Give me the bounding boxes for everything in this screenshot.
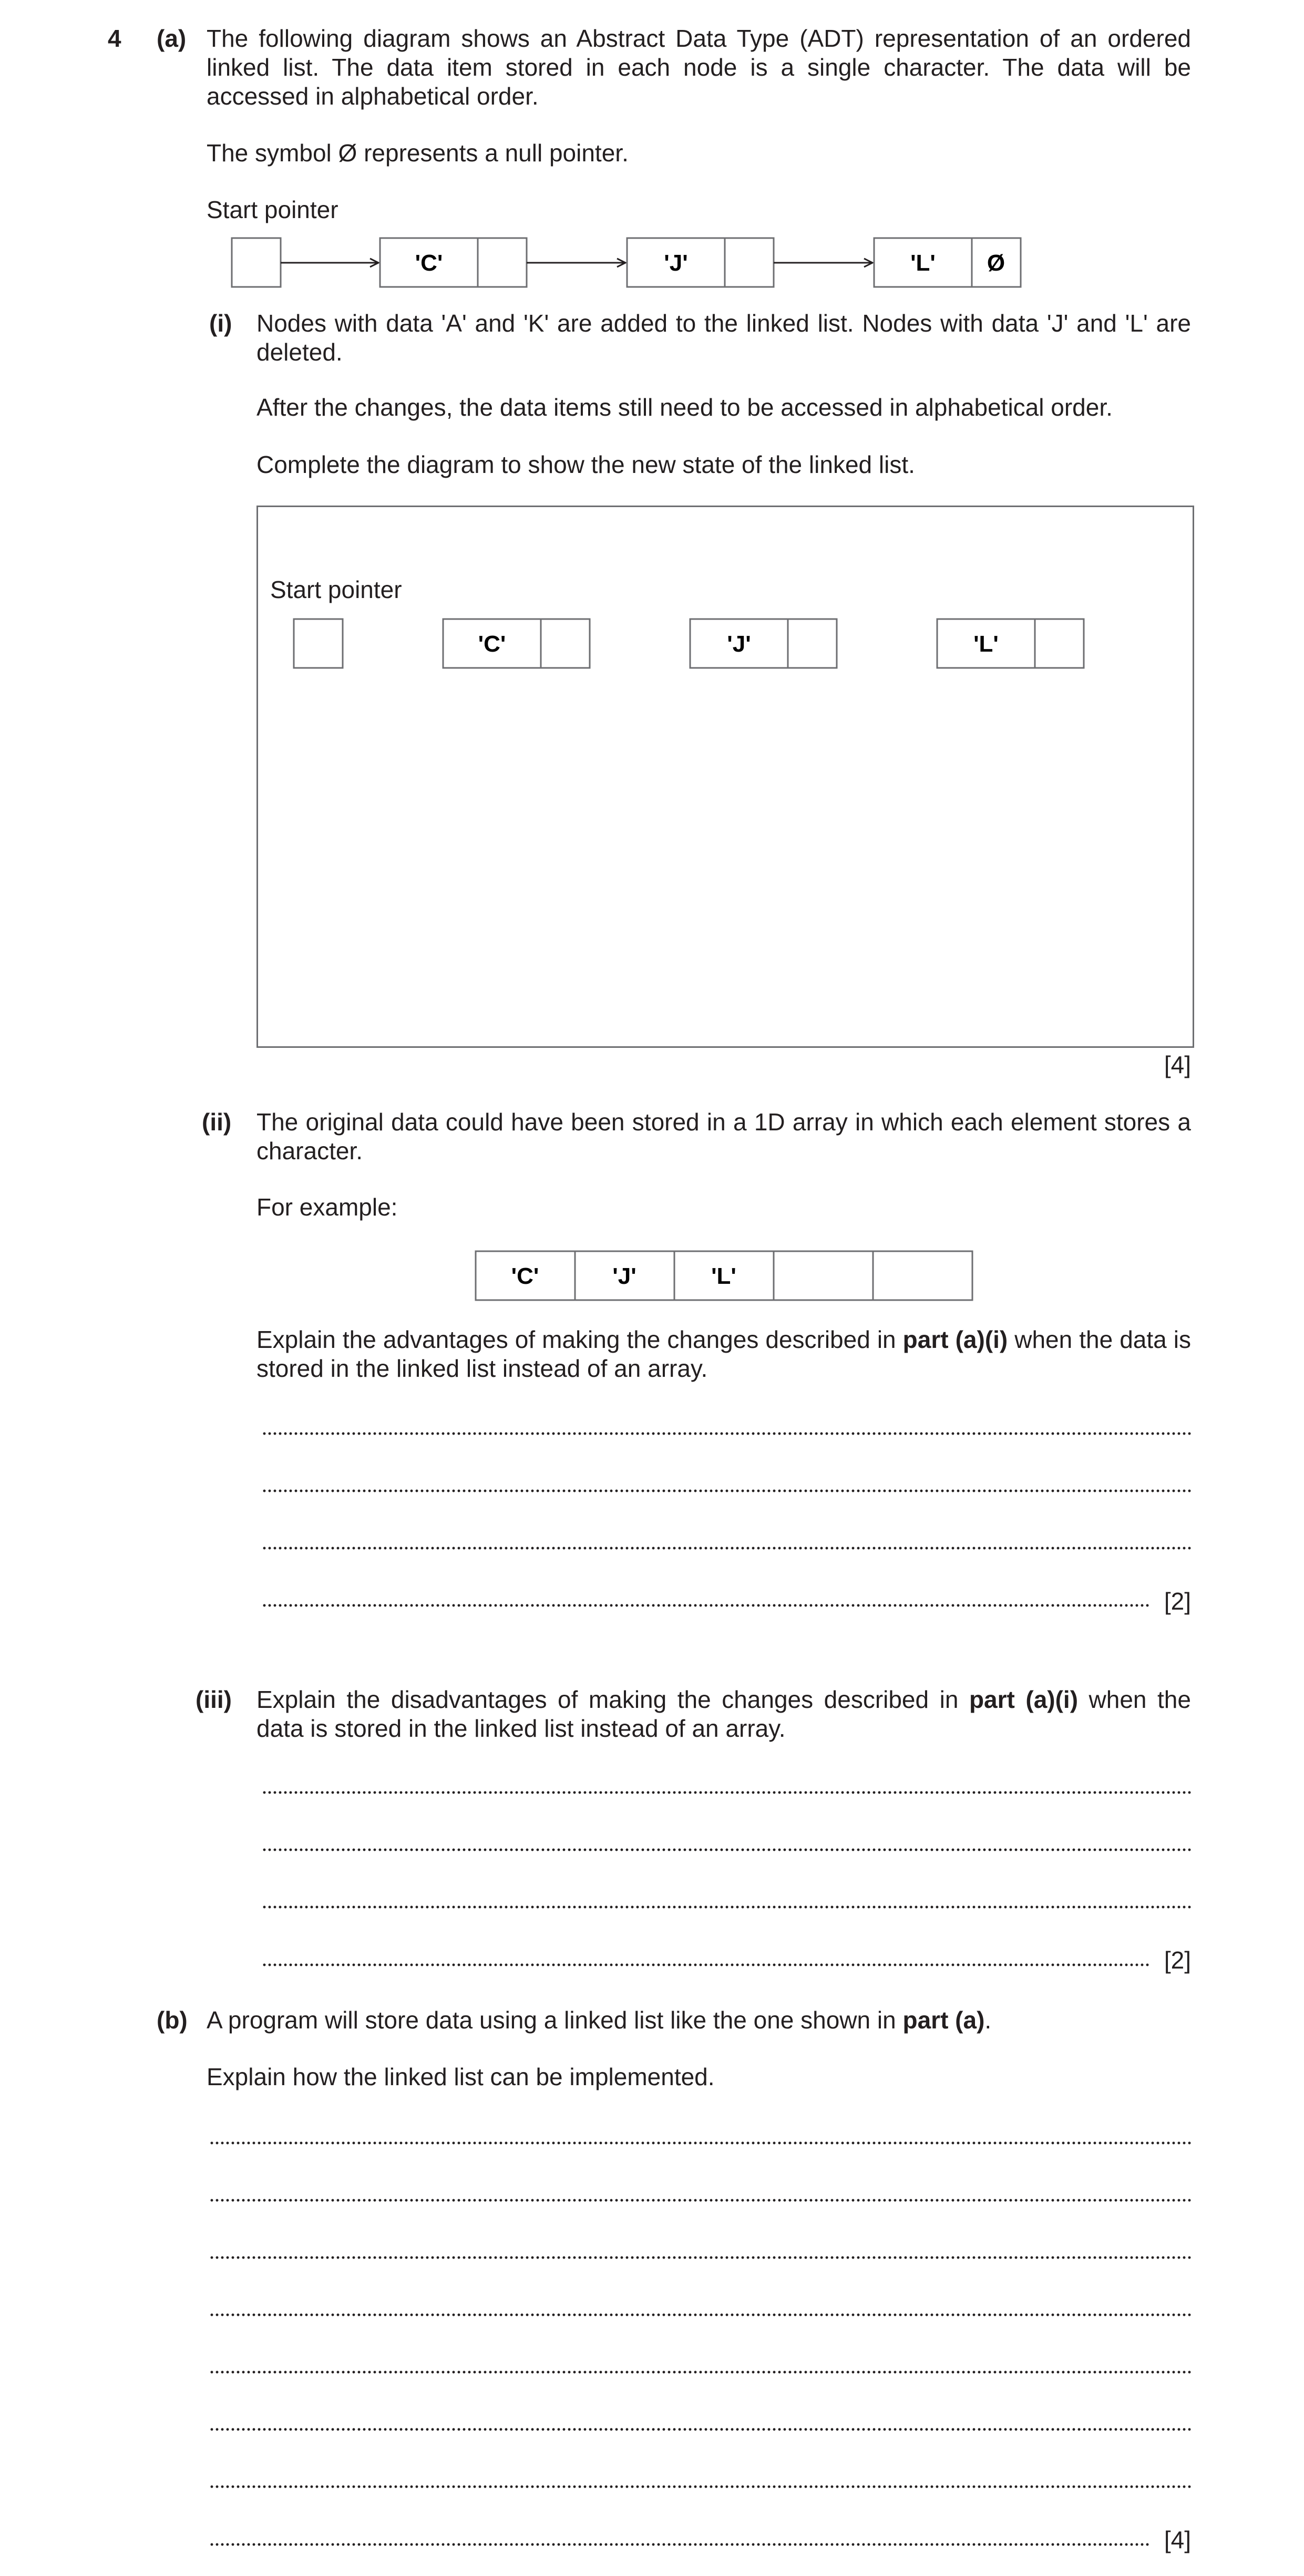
- answer-line[interactable]: [262, 1486, 1191, 1496]
- answer-line[interactable]: [262, 1845, 1191, 1855]
- answer-line[interactable]: [209, 2252, 1191, 2263]
- sub-i-marks: [4]: [1164, 1051, 1191, 1078]
- answer-node-j-value: 'J': [727, 631, 751, 657]
- null-pointer-symbol: Ø: [987, 250, 1005, 276]
- question-number: 4: [108, 25, 121, 52]
- answer-line[interactable]: [209, 2195, 1191, 2206]
- node-j-value: 'J': [664, 250, 688, 276]
- answer-line[interactable]: [209, 2481, 1191, 2492]
- sub-i-label: (i): [209, 310, 232, 337]
- array-cell-value: 'L': [711, 1263, 736, 1289]
- array-cell: [774, 1251, 873, 1300]
- answer-line[interactable]: [209, 2367, 1191, 2377]
- sub-ii-example-label: For example:: [256, 1193, 398, 1221]
- answer-start-label: Start pointer: [270, 576, 402, 603]
- array-cell-value: 'C': [511, 1263, 539, 1289]
- sub-i-text: Nodes with data 'A' and 'K' are added to the linked list. Nodes with data 'J' and 'L' are deleted.: [256, 310, 1191, 366]
- sub-iii-label: (iii): [196, 1686, 232, 1713]
- answer-line[interactable]: [209, 2138, 1191, 2148]
- answer-line[interactable]: [209, 2310, 1191, 2320]
- part-a-label: (a): [157, 25, 187, 52]
- sub-ii-text: The original data could have been stored in a 1D array in which each element stores a character.: [256, 1108, 1191, 1165]
- part-b-label: (b): [157, 2006, 188, 2034]
- answer-line[interactable]: [262, 1960, 1149, 1970]
- answer-line[interactable]: [262, 1902, 1191, 1912]
- answer-line[interactable]: [209, 2424, 1191, 2435]
- null-pointer-note: The symbol Ø represents a null pointer.: [207, 139, 629, 167]
- answer-line[interactable]: [209, 2539, 1149, 2550]
- answer-line[interactable]: [262, 1600, 1149, 1611]
- sub-iii-explain: Explain the disadvantages of making the changes described in part (a)(i) when the data is stored in the linked list instead of an array.: [256, 1686, 1191, 1742]
- answer-node-c-value: 'C': [478, 631, 506, 657]
- part-a-intro: The following diagram shows an Abstract Data Type (ADT) representation of an ordered linked list. The data item stored in each node is a single character. The data will be accessed in alphabetical order.: [207, 25, 1191, 110]
- node-l-value: 'L': [910, 250, 936, 276]
- diagram1-start-label: Start pointer: [207, 196, 338, 223]
- array-cell-value: 'J': [612, 1263, 636, 1289]
- answer-line[interactable]: [262, 1428, 1191, 1439]
- part-b-text: A program will store data using a linked list like the one shown in part (a).: [207, 2006, 992, 2034]
- answer-line[interactable]: [262, 1787, 1191, 1798]
- part-b-text2: Explain how the linked list can be implemented.: [207, 2063, 715, 2090]
- sub-ii-explain: Explain the advantages of making the changes described in part (a)(i) when the data is stored in the linked list instead of an array.: [256, 1326, 1191, 1382]
- part-b-marks: [4]: [1164, 2526, 1191, 2553]
- sub-i-text2: After the changes, the data items still need to be accessed in alphabetical order.: [256, 394, 1113, 421]
- node-c-value: 'C': [415, 250, 443, 276]
- sub-iii-marks: [2]: [1164, 1946, 1191, 1974]
- sub-i-text3: Complete the diagram to show the new state of the linked list.: [256, 451, 915, 478]
- sub-ii-label: (ii): [202, 1108, 232, 1136]
- sub-ii-marks: [2]: [1164, 1588, 1191, 1615]
- answer-line[interactable]: [262, 1543, 1191, 1553]
- answer-node-l-value: 'L': [973, 631, 999, 657]
- array-cell: [873, 1251, 972, 1300]
